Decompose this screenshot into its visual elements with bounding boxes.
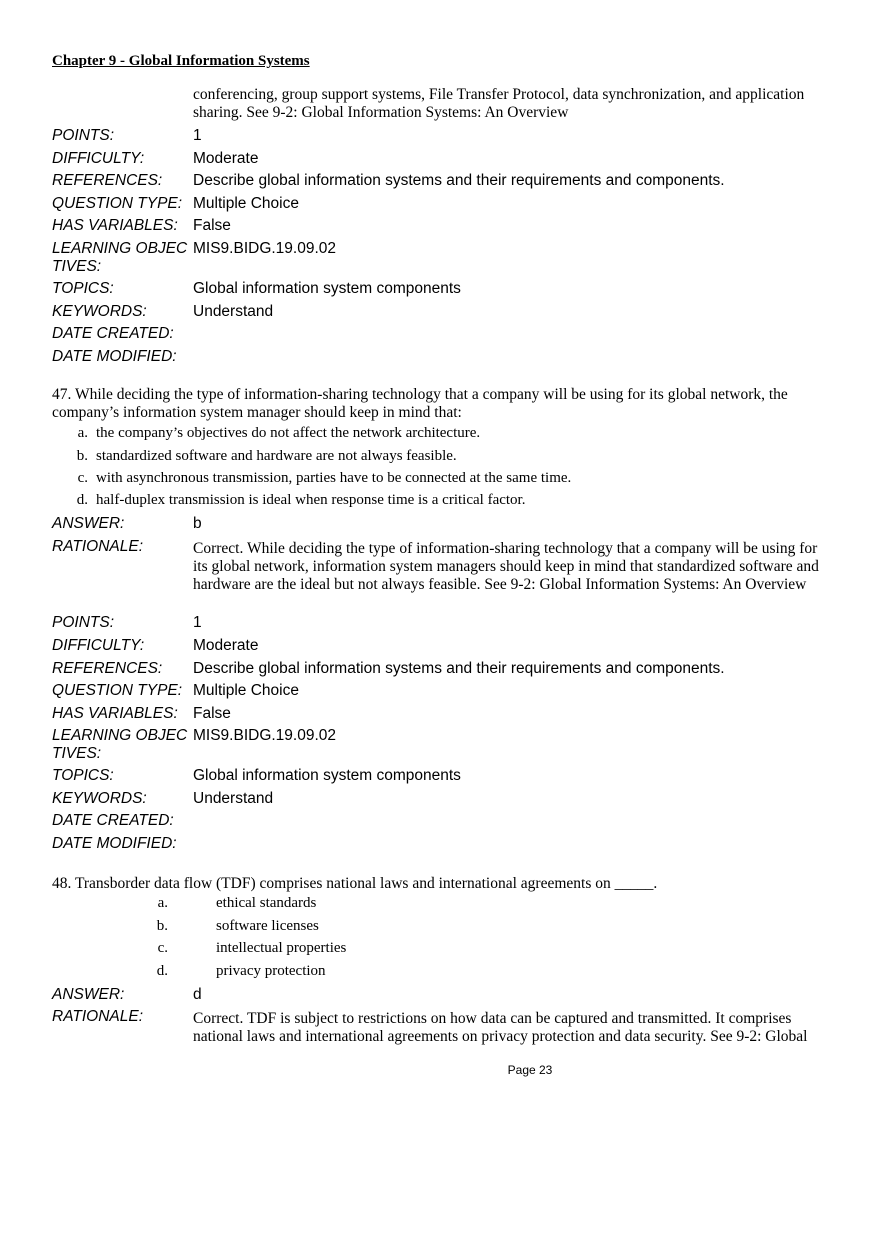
meta-value: Describe global information systems and their requirements and components. (193, 660, 725, 677)
meta-row-topics (52, 280, 842, 303)
meta-value: Moderate (193, 637, 259, 654)
q46-metadata (52, 127, 842, 370)
q48-answer-block (52, 986, 842, 1048)
meta-label: DATE MODIFIED: (52, 348, 177, 365)
q48-option-d (52, 963, 326, 980)
meta-row-topics (52, 767, 842, 790)
rationale-row (52, 1008, 842, 1048)
q48-option-c (52, 940, 346, 957)
q46-rationale-continuation: conferencing, group support systems, File Transfer Protocol, data synchronization, and application sharing. See 9-2: Global Information Systems: An Overview (193, 86, 805, 121)
rationale-label: RATIONALE: (52, 538, 144, 555)
meta-label: QUESTION TYPE: (52, 195, 183, 212)
meta-row-date-modified (52, 835, 842, 857)
option-text: standardized software and hardware are not always feasible. (96, 448, 457, 464)
meta-label: KEYWORDS: (52, 790, 147, 807)
q47-option-a (52, 425, 480, 442)
option-letter: a. (157, 895, 168, 911)
meta-label: DATE CREATED: (52, 325, 174, 342)
meta-label: REFERENCES: (52, 660, 163, 677)
meta-value: MIS9.BIDG.19.09.02 (193, 727, 337, 744)
option-letter: c. (77, 470, 88, 486)
meta-value: Describe global information systems and their requirements and components. (193, 172, 725, 189)
option-text: intellectual properties (216, 940, 347, 956)
q48-option-b (52, 918, 319, 935)
meta-row-learning-objectives (52, 727, 842, 767)
answer-label: ANSWER: (52, 515, 125, 532)
meta-row-references (52, 660, 842, 682)
meta-value: Understand (193, 790, 274, 807)
meta-label: QUESTION TYPE: (52, 682, 183, 699)
answer-row (52, 515, 842, 538)
meta-row-points (52, 127, 842, 150)
meta-value: False (193, 705, 231, 722)
option-letter: a. (77, 425, 88, 441)
answer-row (52, 986, 842, 1008)
answer-label: ANSWER: (52, 986, 125, 1003)
q47-option-c (52, 470, 571, 487)
meta-value: Multiple Choice (193, 195, 299, 212)
answer-value: d (193, 986, 202, 1003)
meta-row-keywords (52, 303, 842, 325)
option-text: with asynchronous transmission, parties have to be connected at the same time. (96, 470, 572, 486)
rationale-row (52, 538, 842, 615)
meta-label: LEARNING OBJECTIVES: (52, 727, 188, 762)
meta-value: Multiple Choice (193, 682, 299, 699)
q47-option-d (52, 492, 525, 509)
option-text: privacy protection (216, 963, 326, 979)
q47-answer-block (52, 515, 842, 615)
meta-row-references (52, 172, 842, 195)
meta-row-date-created (52, 325, 842, 348)
meta-row-learning-objectives (52, 240, 842, 280)
option-text: ethical standards (216, 895, 317, 911)
chapter-title: Chapter 9 - Global Information Systems (52, 53, 310, 69)
answer-value: b (193, 515, 202, 532)
meta-label: REFERENCES: (52, 172, 163, 189)
meta-value: Global information system components (193, 767, 461, 784)
meta-value: Moderate (193, 150, 259, 167)
option-text: the company’s objectives do not affect the network architecture. (96, 425, 481, 441)
meta-label: DIFFICULTY: (52, 637, 145, 654)
meta-label: HAS VARIABLES: (52, 705, 178, 722)
option-text: half-duplex transmission is ideal when response time is a critical factor. (96, 492, 526, 508)
q48-stem: 48. Transborder data flow (TDF) comprises national laws and international agreements on _____. (52, 875, 658, 892)
meta-label: POINTS: (52, 127, 115, 144)
page-number: Page 23 (507, 1063, 553, 1077)
meta-label: LEARNING OBJECTIVES: (52, 240, 188, 275)
meta-label: DATE CREATED: (52, 812, 174, 829)
rationale-text: Correct. TDF is subject to restrictions on how data can be captured and transmitted. It comprises national laws and international agreements on privacy protection and data security. See 9-2: Global (193, 1010, 808, 1045)
option-letter: d. (76, 492, 88, 508)
meta-label: POINTS: (52, 614, 115, 631)
meta-row-has-variables (52, 705, 842, 727)
option-text: software licenses (216, 918, 319, 934)
option-letter: c. (157, 940, 168, 956)
option-letter: b. (76, 448, 88, 464)
meta-value: Understand (193, 303, 274, 320)
meta-row-points (52, 614, 842, 637)
meta-row-date-modified (52, 348, 842, 370)
q48-option-a (52, 895, 316, 912)
meta-row-difficulty (52, 150, 842, 172)
meta-label: DATE MODIFIED: (52, 835, 177, 852)
option-letter: b. (156, 918, 168, 934)
meta-row-question-type (52, 195, 842, 217)
q47-option-b (52, 448, 457, 465)
meta-label: KEYWORDS: (52, 303, 147, 320)
meta-row-question-type (52, 682, 842, 705)
q47-stem: 47. While deciding the type of information-sharing technology that a company will be using for its global network, the company’s information system manager should keep in mind that: (52, 386, 788, 421)
meta-row-difficulty (52, 637, 842, 660)
meta-row-keywords (52, 790, 842, 812)
option-letter: d. (156, 963, 168, 979)
meta-label: HAS VARIABLES: (52, 217, 178, 234)
meta-label: DIFFICULTY: (52, 150, 145, 167)
meta-value: MIS9.BIDG.19.09.02 (193, 240, 337, 257)
meta-label: TOPICS: (52, 280, 114, 297)
meta-value: 1 (193, 614, 202, 631)
meta-value: False (193, 217, 231, 234)
rationale-text: Correct. While deciding the type of information-sharing technology that a company will be using for its global network, information system managers should keep in mind that standardized software and hardware are the ideal but not always feasible. See 9-2: Global Information Systems: An Overview (193, 540, 819, 593)
meta-value: Global information system components (193, 280, 461, 297)
meta-label: TOPICS: (52, 767, 114, 784)
meta-row-date-created (52, 812, 842, 835)
meta-row-has-variables (52, 217, 842, 240)
rationale-label: RATIONALE: (52, 1008, 144, 1025)
q47-metadata (52, 614, 842, 857)
meta-value: 1 (193, 127, 202, 144)
